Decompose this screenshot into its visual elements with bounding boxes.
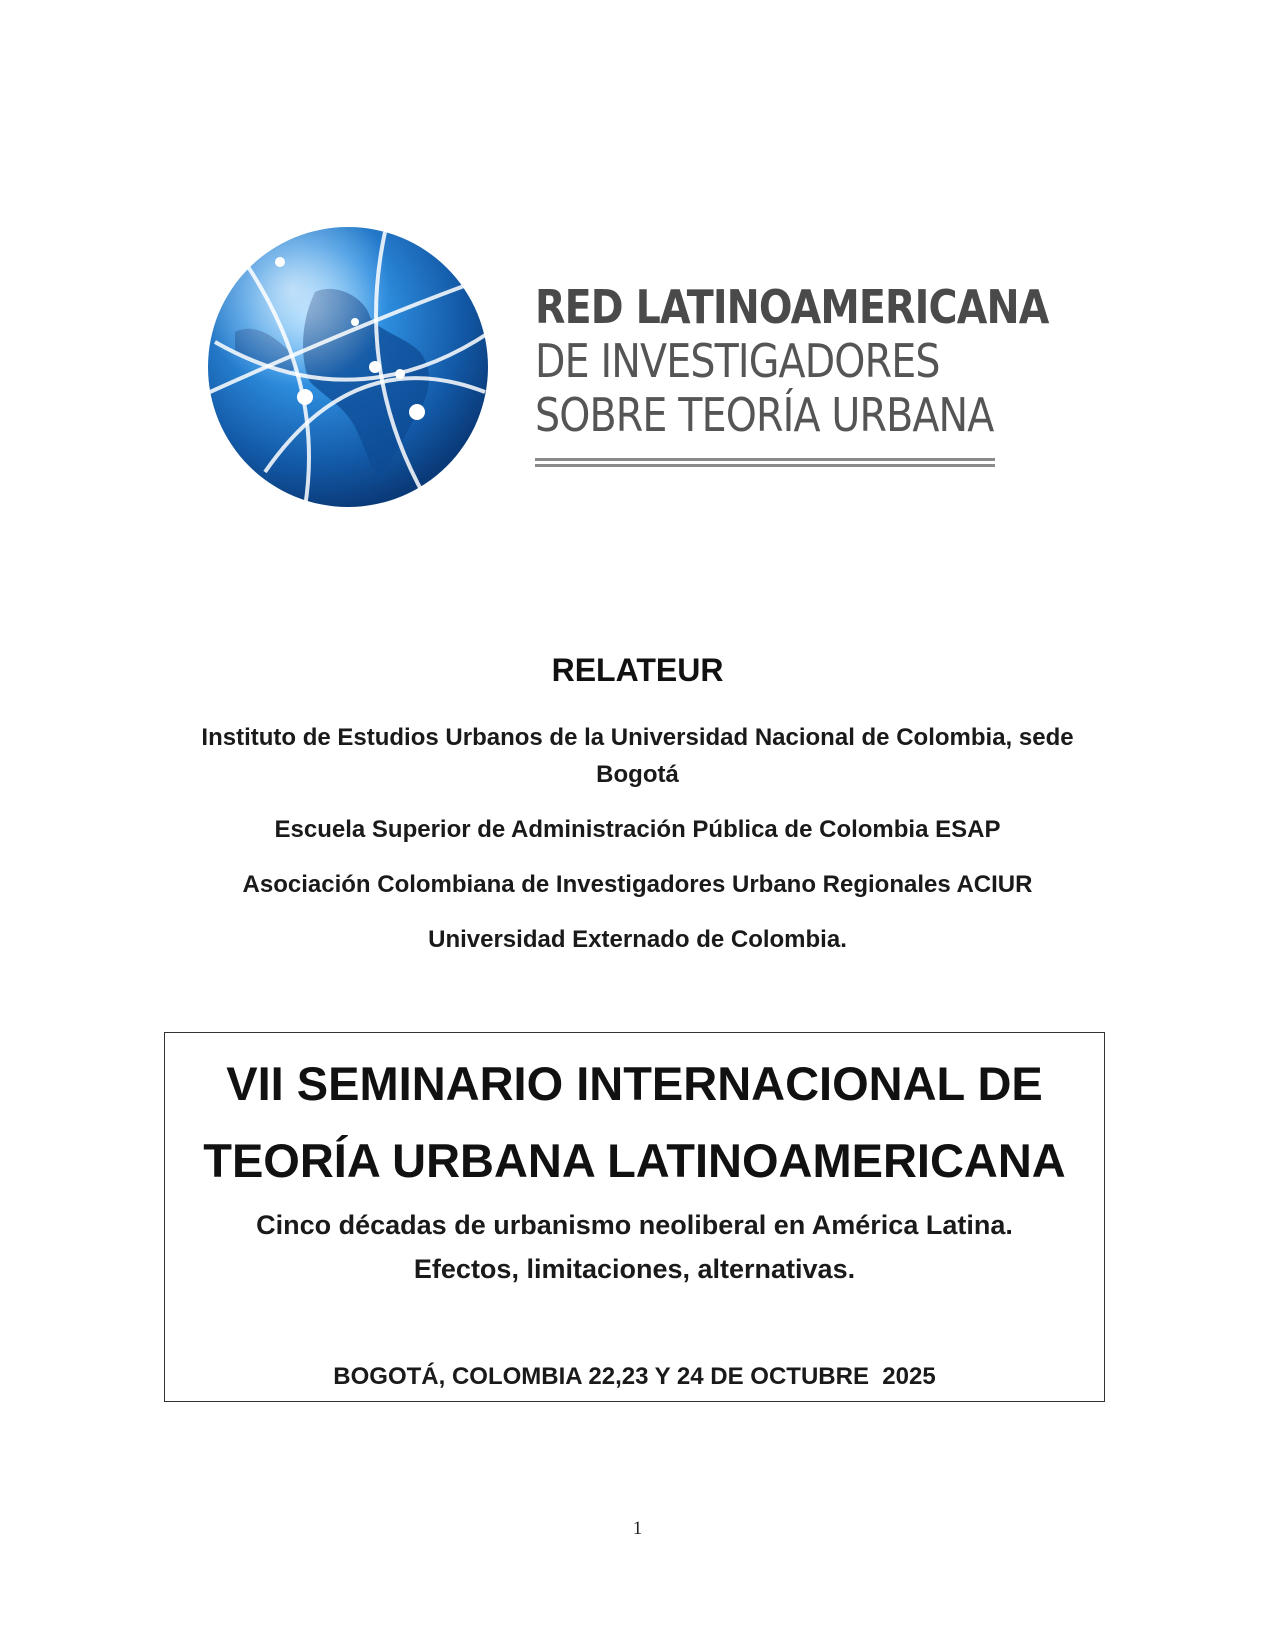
event-title-line-1: VII SEMINARIO INTERNACIONAL DE xyxy=(226,1057,1043,1110)
event-box xyxy=(164,1032,1105,1402)
event-subtitle xyxy=(165,1203,1104,1291)
event-title xyxy=(165,1045,1104,1199)
page-number: 1 xyxy=(632,1518,643,1539)
logo-line-3: SOBRE TEORÍA URBANA xyxy=(535,388,994,442)
globe-icon xyxy=(205,222,495,512)
logo-line-1: RED LATINOAMERICANA xyxy=(535,280,1049,334)
organization-2: Escuela Superior de Administración Pública de Colombia ESAP xyxy=(274,816,1001,843)
logo-wordmark xyxy=(535,280,1049,470)
page-heading: RELATEUR xyxy=(551,652,724,688)
logo-line-2: DE INVESTIGADORES xyxy=(535,334,940,388)
organization-1: Instituto de Estudios Urbanos de la Universidad Nacional de Colombia, sede Bogotá xyxy=(201,724,1074,788)
event-subtitle-line-1: Cinco décadas de urbanismo neoliberal en América Latina. xyxy=(256,1210,1013,1240)
organization-4: Universidad Externado de Colombia. xyxy=(428,926,847,953)
organization-3: Asociación Colombiana de Investigadores Urbano Regionales ACIUR xyxy=(242,871,1033,898)
event-title-line-2: TEORÍA URBANA LATINOAMERICANA xyxy=(203,1134,1066,1187)
logo-underline xyxy=(535,458,995,467)
event-place-date: BOGOTÁ, COLOMBIA 22,23 Y 24 DE OCTUBRE 2025 xyxy=(333,1363,936,1390)
event-subtitle-line-2: Efectos, limitaciones, alternativas. xyxy=(413,1254,856,1284)
network-logo xyxy=(205,222,1049,522)
